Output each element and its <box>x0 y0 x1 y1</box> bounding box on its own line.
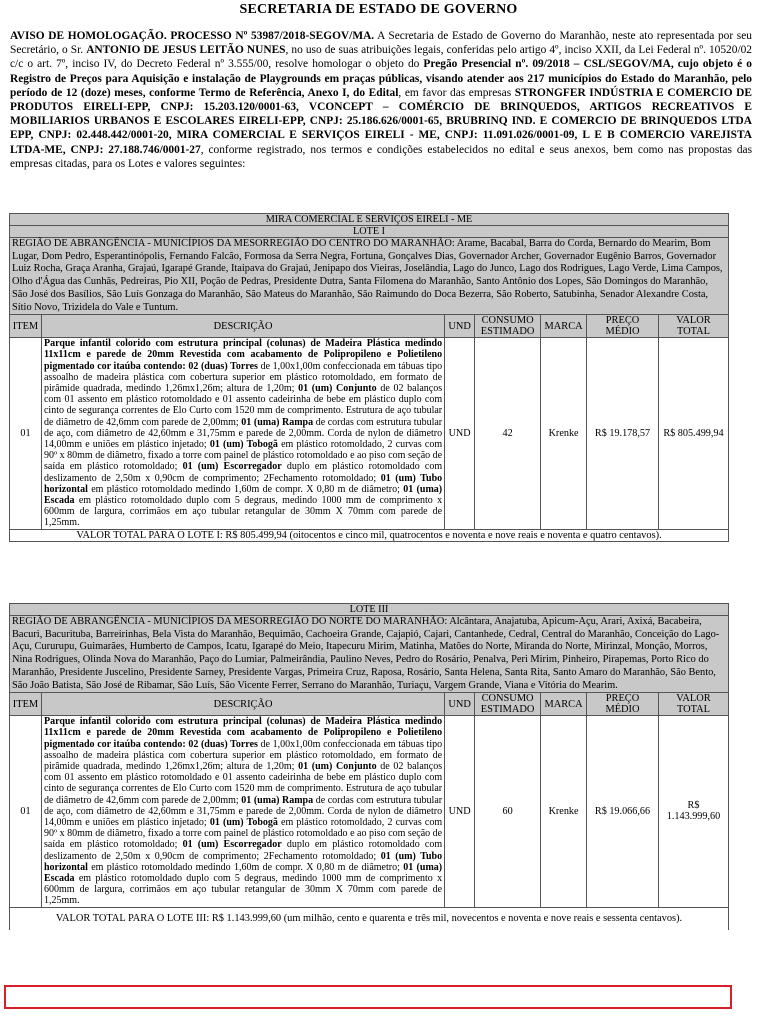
regiao-abrangencia: REGIÃO DE ABRANGÊNCIA - MUNICÍPIOS DA MESORREGIÃO DO CENTRO DO MARANHÃO: Arame, Bacabal, Barra do Corda, Bernardo do Mearim, Bom Lugar, Dom Pedro, Esperantinópolis, Fernando Falcão, Formosa da Serra Negra, Fortuna, Gonçalves Dias, Governador Archer, Governador Eugênio Barros, Governador Luiz Rocha, Graça Aranha, Grajaú, Igarapé Grande, Itaipava do Grajaú, Jenipapo dos Vieiras, Joselândia, Lago do Junco, Lago dos Rodrigues, Lago Verde, Lima Campos, Olho d'Água das Cunhãs, Pedreiras, Pio XII, Poção de Pedras, Presidente Dutra, Santa Filomena do Maranhão, Santo Antônio dos Lopes, São Domingos do Maranhão, São José dos Basílios, São Luís Gonzaga do Maranhão, São Mateus do Maranhão, São Raimundo do Doca Bezerra, São Roberto, Satubinha, Senador Alexandre Costa, Sítio Novo, Trizidela do Vale e Tuntum. <box>10 238 729 315</box>
desc-bold: 01 (um) Tubo horizontal <box>43 472 443 495</box>
lote-total: VALOR TOTAL PARA O LOTE III: R$ 1.143.999,60 (um milhão, cento e quarenta e três mil, novecentos e noventa e nove reais e sessenta centavos). <box>10 907 729 930</box>
pregao-object: Pregão Presencial nº. 09/2018 – CSL/SEGOV/MA, cujo objeto é o Registro de Preços para Aquisição e instalação de Playgrounds em praças públicas, visando atender aos 217 municípios do Estado do Maranhão, pelo período de 12 (doze) meses, conforme Termo de Referência, Anexo I, do Edital <box>10 58 752 99</box>
item-preco: R$ 19.066,66 <box>587 716 659 907</box>
item-unit: UND <box>445 338 475 529</box>
col-item: ITEM <box>10 693 42 716</box>
col-preco: PREÇO MÉDIO <box>587 315 659 338</box>
col-consumo: CONSUMO ESTIMADO <box>475 693 541 716</box>
desc-text: de 02 balanços com 01 assento em plástico rotomoldado e 01 assento cadeirinha de bebe em plástico duplo com cinto de segurança correntes de Elo Curto com 1520 mm de comprimento. Estrutura de aço tubular de diâmetro de 42,6mm com parede de 2,00mm; <box>43 383 443 428</box>
desc-bold: 01 (uma) Rampa <box>241 794 314 806</box>
item-preco: R$ 19.178,57 <box>587 338 659 529</box>
lote1-table <box>9 213 729 542</box>
item-number: 01 <box>10 716 42 907</box>
item-consumo: 42 <box>475 338 541 529</box>
desc-bold: 01 (um) Conjunto <box>298 761 377 773</box>
col-descricao: DESCRIÇÃO <box>41 315 444 338</box>
notice-text: A Secretaria de Estado de Governo do Maranhão, neste ato representada por seu Secretário, o Sr. <box>10 30 752 57</box>
item-consumo: 60 <box>475 716 541 907</box>
desc-bold: Parque infantil colorido com estrutura principal (colunas) de Madeira Plástica medindo 11x11cm e parede de 20mm Revestida com acabamento de Polipropileno e Polietileno pigmentado cor itaúba contendo: 02 (duas) Torres <box>43 338 443 372</box>
desc-bold: 01 (um) Tubo horizontal <box>43 850 443 873</box>
lote-name: LOTE III <box>10 604 729 616</box>
lote-total: VALOR TOTAL PARA O LOTE I: R$ 805.499,94 (oitocentos e cinco mil, quatrocentos e noventa e nove reais e noventa e quatro centavos). <box>10 529 729 541</box>
desc-text: de cordas com estrutura tubular de aço, com diâmetro de 42,60mm e 31,75mm e parede de 2,00mm. Corda de nylon de diâmetro 14,00mm e uniões em plástico injetado; <box>43 416 443 451</box>
desc-bold: Parque infantil colorido com estrutura principal (colunas) de Madeira Plástica medindo 11x11cm e parede de 20mm Revestida com acabamento de Polipropileno e Polietileno pigmentado cor itaúba contendo: 02 (duas) Torres <box>43 716 443 750</box>
col-und: UND <box>445 315 475 338</box>
company-name: MIRA COMERCIAL E SERVIÇOS EIRELI - ME <box>10 214 729 226</box>
desc-text: duplo em plástico rotomoldado com deslizamento de 2,50m x 0,90cm de comprimento; 2Fechamento rotomoldado; <box>43 839 443 862</box>
desc-text: de 1,00x1,00m confeccionada em tábuas tipo assoalho de madeira plástica com cobertura superior em plástico rotomoldado, em formato de pirâmide quadrada, medindo 1,26mx1,26m; altura de 1,20m; <box>43 360 443 395</box>
table-row <box>10 338 729 529</box>
desc-text: de 1,00x1,00m confeccionada em tábuas tipo assoalho de madeira plástica com cobertura superior em plástico rotomoldado, em formato de pirâmide quadrada, medindo 1,26mx1,26m; altura de 1,20m; <box>43 738 443 773</box>
col-marca: MARCA <box>541 315 587 338</box>
col-preco: PREÇO MÉDIO <box>587 693 659 716</box>
homologation-notice <box>10 29 752 171</box>
desc-text: em plástico rotomoldado, 2 curvas com 90º x 80mm de diâmetro, fixado a torre com painel de plástico rotomoldado e ao piso com seção de saída em plástico rotomoldado; <box>43 817 443 851</box>
item-description <box>41 338 444 529</box>
desc-text: em plástico rotomoldado duplo com 5 degraus, medindo 1000 mm de comprimento x 600mm de largura, corrimãos em aço tubular retangular de 30mm X 70mm com parede de 1,25mm. <box>43 873 443 907</box>
desc-bold: 01 (uma) Escada <box>43 861 443 885</box>
item-valor: R$ 805.499,94 <box>658 338 728 529</box>
desc-bold: 01 (uma) Escada <box>43 483 443 507</box>
desc-bold: 01 (um) Tobogã <box>209 439 278 451</box>
notice-text: , conforme registrado, nos termos e condições estabelecidos no edital e seus anexos, bem como nas propostas das empresas citadas, para os Lotes e valores seguintes: <box>10 143 752 170</box>
desc-text: duplo em plástico rotomoldado com deslizamento de 2,50m x 0,90cm de comprimento; 2Fechamento rotomoldado; <box>43 461 443 484</box>
desc-bold: 01 (um) Tobogã <box>209 817 278 829</box>
col-und: UND <box>445 693 475 716</box>
col-marca: MARCA <box>541 693 587 716</box>
desc-text: em plástico rotomoldado medindo 1,60m de compr. X 0,80 m de diâmetro; <box>87 861 404 873</box>
col-valor: VALOR TOTAL <box>658 315 728 338</box>
desc-text: em plástico rotomoldado medindo 1,60m de compr. X 0,80 m de diâmetro; <box>87 483 404 495</box>
lote-name: LOTE I <box>10 226 729 238</box>
desc-text: em plástico rotomoldado, 2 curvas com 90º x 80mm de diâmetro, fixado a torre com painel de plástico rotomoldado e ao piso com seção de saída em plástico rotomoldado; <box>43 439 443 473</box>
col-consumo: CONSUMO ESTIMADO <box>475 315 541 338</box>
companies-list: STRONGFER INDÚSTRIA E COMERCIO DE PRODUTOS EIRELI-EPP, CNPJ: 15.203.120/0001-63, VCONCEPT – COMÉRCIO DE BRINQUEDOS, ARTIGOS RECREATIVOS E MOBILIARIOS URBANOS E ESCOLARES EIRELI-EPP, CNPJ: 25.186.626/0001-65, BRUBRINQ IND. E COMERCIO DE BRINQUEDOS LTDA EPP, CNPJ: 02.448.442/0001-20, MIRA COMERCIAL E SERVIÇOS EIRELI - ME, CNPJ: 11.091.026/0001-09, L E B COMERCIO VAREJISTA LTDA-ME, CNPJ: 27.188.746/0001-27 <box>10 86 752 156</box>
notice-heading: AVISO DE HOMOLOGAÇÃO. PROCESSO Nº 53987/2018-SEGOV/MA. <box>10 30 375 42</box>
item-number: 01 <box>10 338 42 529</box>
notice-text: , em favor das empresas <box>398 86 515 99</box>
item-description <box>41 716 444 907</box>
desc-bold: 01 (um) Conjunto <box>298 383 377 395</box>
col-item: ITEM <box>10 315 42 338</box>
item-marca: Krenke <box>541 338 587 529</box>
item-marca: Krenke <box>541 716 587 907</box>
item-valor: R$ 1.143.999,60 <box>658 716 728 907</box>
secretary-name: ANTONIO DE JESUS LEITÃO NUNES <box>86 44 286 57</box>
page-title: SECRETARIA DE ESTADO DE GOVERNO <box>239 2 518 17</box>
desc-bold: 01 (um) Escorregador <box>182 461 282 473</box>
col-descricao: DESCRIÇÃO <box>41 693 444 716</box>
desc-bold: 01 (uma) Rampa <box>241 416 314 428</box>
regiao-abrangencia: REGIÃO DE ABRANGÊNCIA - MUNICÍPIOS DA MESORREGIÃO DO NORTE DO MARANHÃO: Alcântara, Anajatuba, Apicum-Açu, Arari, Axixá, Bacabeira, Bacuri, Bacurituba, Barreirinhas, Bela Vista do Maranhão, Bequimão, Cachoeira Grande, Cajapió, Cajari, Cantanhede, Cedral, Central do Maranhão, Conceição do Lago-Açu, Cururupu, Guimarães, Humberto de Campos, Icatu, Igarapé do Meio, Itapecuru Mirim, Matinha, Matões do Norte, Miranda do Norte, Mirinzal, Monção, Morros, Nina Rodrigues, Olinda Nova do Maranhão, Paço do Lumiar, Palmeirândia, Paulino Neves, Pedro do Rosário, Penalva, Peri Mirim, Pinheiro, Pirapemas, Porto Rico do Maranhão, Presidente Juscelino, Presidente Sarney, Presidente Vargas, Primeira Cruz, Raposa, Rosário, Santa Helena, Santa Rita, Santo Amaro do Maranhão, São Bento, São João Batista, São José de Ribamar, São Luís, São Vicente Ferrer, Serrano do Maranhão, Turiaçu, Vargem Grande, Viana e Vitória do Mearim. <box>10 616 729 693</box>
desc-text: em plástico rotomoldado duplo com 5 degraus, medindo 1000 mm de comprimento x 600mm de largura, corrimãos em aço tubular retangular de 30mm X 70mm com parede de 1,25mm. <box>43 495 443 529</box>
table-row <box>10 716 729 907</box>
highlight-box <box>4 985 732 1009</box>
desc-bold: 01 (um) Escorregador <box>182 839 282 851</box>
desc-text: de 02 balanços com 01 assento em plástico rotomoldado e 01 assento cadeirinha de bebe em plástico duplo com cinto de segurança correntes de Elo Curto com 1520 mm de comprimento. Estrutura de aço tubular de diâmetro de 42,6mm com parede de 2,00mm; <box>43 761 443 806</box>
col-valor: VALOR TOTAL <box>658 693 728 716</box>
item-unit: UND <box>445 716 475 907</box>
lote3-table <box>9 603 729 930</box>
desc-text: de cordas com estrutura tubular de aço, com diâmetro de 42,60mm e 31,75mm e parede de 2,00mm. Corda de nylon de diâmetro 14,00mm e uniões em plástico injetado; <box>43 794 443 829</box>
notice-text: , no uso de suas atribuições legais, conferidas pelo artigo 4º, inciso XXII, da Lei Federal nº. 10520/02 c/c o art. 7º, inciso IV, do Decreto Federal nº 3.555/00, resolve homologar o objeto do <box>10 44 752 71</box>
